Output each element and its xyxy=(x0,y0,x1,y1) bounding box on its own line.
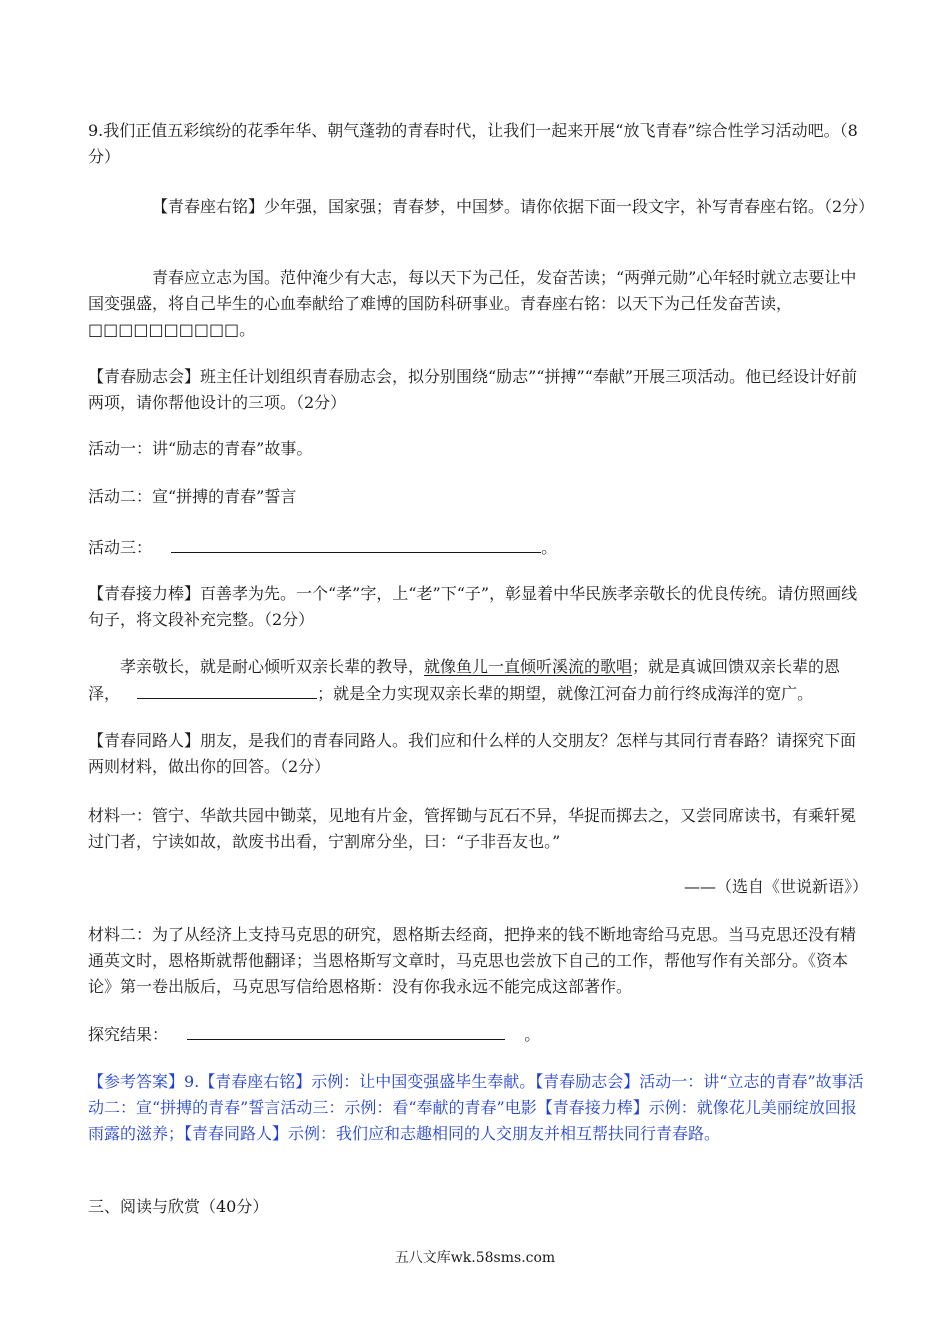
material-two: 材料二：为了从经济上支持马克思的研究，恩格斯去经商，把挣来的钱不断地寄给马克思。当马克思还没有精通英文时，恩格斯就帮他翻译；当恩格斯写文章时，马克思也尝放下自己的工作，帮他写作有关部分。《资本论》第一卷出版后，马克思写信给恩格斯：没有你我永远不能完成这部著作。 xyxy=(88,925,857,996)
companion-intro: 【青春同路人】朋友，是我们的青春同路人。我们应和什么样的人交朋友？怎样与其同行青春路？请探究下面两则材料，做出你的回答。（2分） xyxy=(88,731,857,776)
inquiry-result xyxy=(88,1021,868,1048)
relay-part3: ；就是全力实现双亲长辈的期望，就像江河奋力前行终成海洋的宽广。 xyxy=(317,684,814,703)
relay-part2: ；就是真诚回馈双亲长辈的恩泽， xyxy=(88,657,841,703)
material-one-source: ——（选自《世说新语》） xyxy=(683,877,868,896)
activity-three-label: 活动三： xyxy=(88,538,153,557)
activity-one: 活动一：讲“励志的青春”故事。 xyxy=(88,439,313,458)
inquiry-result-label: 探究结果： xyxy=(88,1025,169,1044)
reference-answer: 【参考答案】9.【青春座右铭】示例：让中国变强盛毕生奉献。【青春励志会】活动一：讲“立志的青春”故事活动二：宣“拼搏的青春”誓言活动三：示例：看“奉献的青春”电影【青春接力棒】示例：就像花儿美丽绽放回报雨露的滋养；【青春同路人】示例：我们应和志趣相同的人交朋友并相互帮扶同行青春路。 xyxy=(88,1072,864,1143)
activity-three xyxy=(88,534,868,561)
section-three-heading: 三、阅读与欣赏（40分） xyxy=(88,1197,269,1216)
question-stem: 9.我们正值五彩缤纷的花季年华、朝气蓬勃的青春时代，让我们一起来开展“放飞青春”综合性学习活动吧。（8分） xyxy=(88,121,858,166)
relay-part1: 孝亲敬长，就是耐心倾听双亲长辈的教导， xyxy=(120,657,425,676)
relay-intro: 【青春接力棒】百善孝为先。一个“孝”字，上“老”下“子”，彰显着中华民族孝亲敬长的优良传统。请仿照画线句子，将文段补充完整。（2分） xyxy=(88,584,858,629)
motto-passage: 青春应立志为国。范仲淹少有大志，每以天下为己任，发奋苦读；“两弹元勋”心年轻时就立志要让中国变强盛，将自己毕生的心血奉献给了难博的国防科研事业。青春座右铭：以天下为己任发奋苦读，□□□□□□□□□□。 xyxy=(88,268,857,339)
material-one: 材料一：管宁、华歆共园中锄菜，见地有片金，管挥锄与瓦石不异，华捉而掷去之，又尝同席读书，有乘轩冕过门者，宁读如故，歆废书出看，宁割席分坐，曰：“子非吾友也。” xyxy=(88,806,857,851)
inquiry-result-blank[interactable] xyxy=(187,1021,505,1040)
activity-two: 活动二：宣“拼搏的青春”誓言 xyxy=(88,487,297,506)
relay-underlined-sentence: 就像鱼儿一直倾听溪流的歌唱 xyxy=(424,657,633,676)
meeting-intro: 【青春励志会】班主任计划组织青春励志会，拟分别围绕“励志”“拼搏”“奉献”开展三项活动。他已经设计好前两项，请你帮他设计的三项。（2分） xyxy=(88,367,858,412)
relay-blank[interactable] xyxy=(137,680,317,699)
activity-three-blank[interactable] xyxy=(171,534,541,553)
footer-watermark: 五八文库wk.58sms.com xyxy=(394,1250,556,1266)
inquiry-result-end: 。 xyxy=(524,1025,541,1044)
activity-three-end: 。 xyxy=(541,538,558,557)
relay-passage xyxy=(88,654,868,707)
motto-intro: 【青春座右铭】少年强，国家强；青春梦，中国梦。请你依据下面一段文字，补写青春座右铭。（2分） xyxy=(152,197,875,216)
